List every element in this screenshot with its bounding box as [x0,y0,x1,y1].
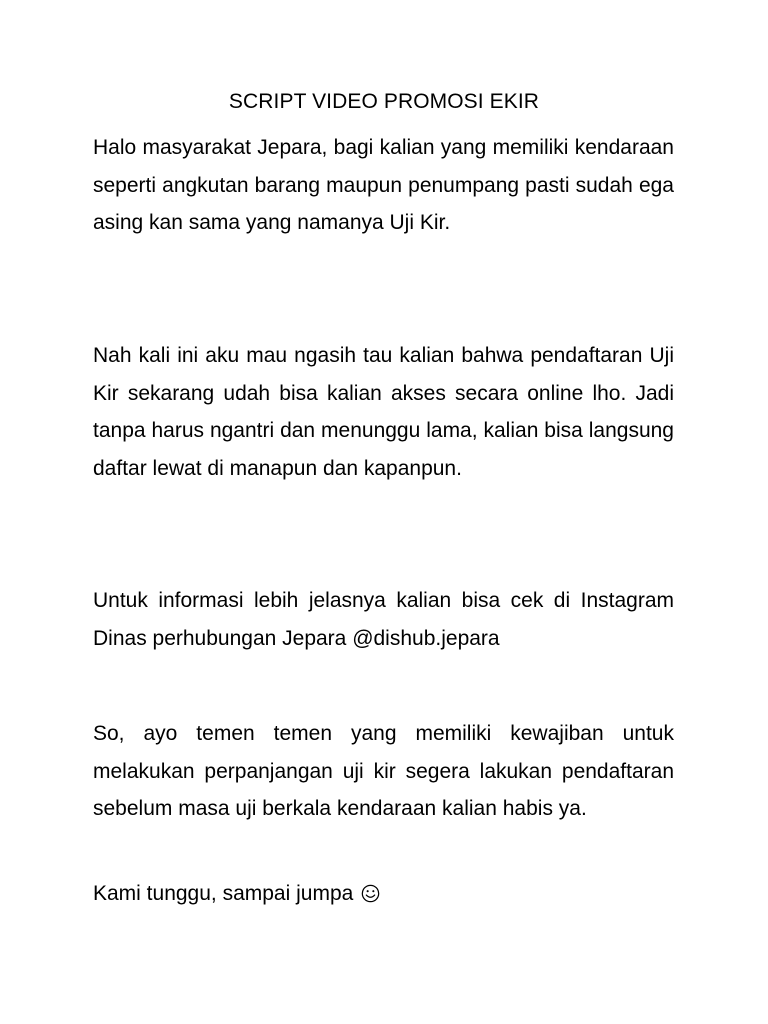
document-title: SCRIPT VIDEO PROMOSI EKIR [228,90,540,113]
closing-text: Kami tunggu, sampai jumpa [93,882,354,905]
paragraph-online-registration: Nah kali ini aku mau ngasih tau kalian bahwa pendaftaran Uji Kir sekarang udah bisa kalian akses secara online lho. Jadi tanpa harus ngantri dan menunggu lama, kalian bisa langsung daftar lewat di manapun dan kapanpun. [93,344,674,480]
smiley-face-icon [361,878,380,897]
paragraph-call-to-action: So, ayo temen temen yang memiliki kewajiban untuk melakukan perpanjangan uji kir segera lakukan pendaftaran sebelum masa uji berkala kendaraan kalian habis ya. [93,722,674,821]
paragraph-instagram-info: Untuk informasi lebih jelasnya kalian bisa cek di Instagram Dinas perhubungan Jepara @dishub.jepara [93,589,674,650]
paragraph-closing [93,875,674,913]
paragraph-greeting: Halo masyarakat Jepara, bagi kalian yang memiliki kendaraan seperti angkutan barang maupun penumpang pasti sudah ega asing kan sama yang namanya Uji Kir. [93,136,674,235]
